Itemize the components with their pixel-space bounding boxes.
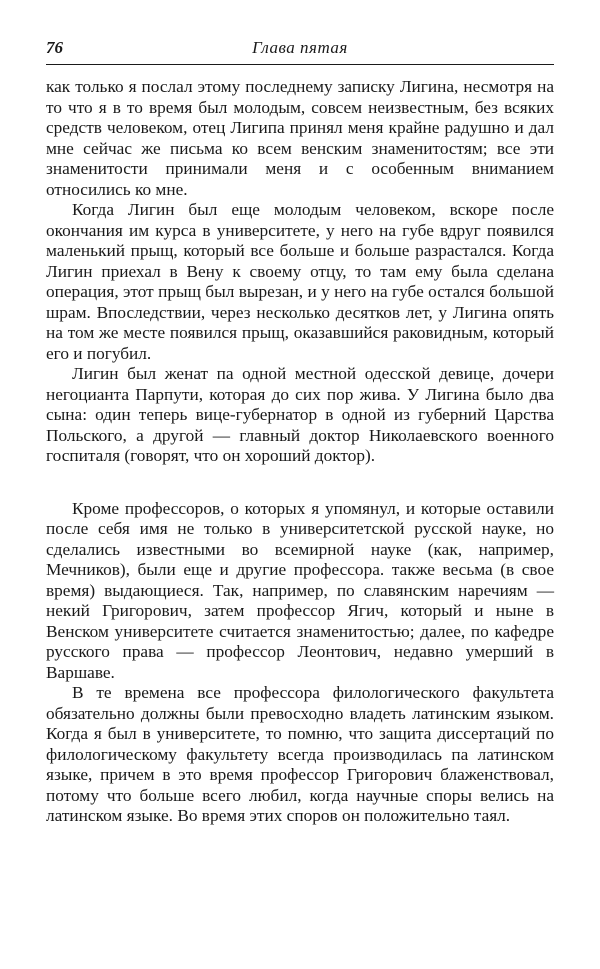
paragraph-latin-language: В те времена все профессора филологического факультета обязательно должны были превосходно владеть латинским языком. Когда я был в университете, то помню, что защита диссертаций по филологическому факультету всегда производилась па латинском языке, причем в это время профессор Григорович блаженствовал, потому что больше всего любил, когда научные споры велись на латинском языке. Во время этих споров он положительно таял. <box>46 683 554 825</box>
paragraph-ligin-family: Лигин был женат па одной местной одесской девице, дочери негоцианта Парпути, которая до сих пор жива. У Лигина было два сына: один теперь вице-губернатор в одной из губерний Царства Польского, а другой — главный доктор Николаевского военного госпиталя (говорят, что он хороший доктор). <box>46 364 554 465</box>
section-gap <box>46 467 554 499</box>
header-rule <box>46 64 554 65</box>
paragraph-ligin-illness: Когда Лигин был еще молодым человеком, вскоре после окончания им курса в университете, у него на губе вдруг появился маленький прыщ, который все больше и больше разрастался. Когда Лигин приехал в Вену к своему отцу, то там ему была сделана операция, этот прыщ был вырезан, и у него на губе остался большой шрам. Впоследствии, через несколько десятков лет, у Лигина опять на том же месте появился прыщ, оказавшийся раковидным, который его и погубил. <box>46 200 554 363</box>
paragraph-continuation: как только я послал этому последнему записку Лигина, несмотря на то что я в то время был молодым, совсем неизвестным, без всяких средств человеком, отец Лигипа принял меня крайне радушно и дал мне сейчас же письма ко всем венским знаменитостям; все эти знаменитости принимали меня и с особенным вниманием относились ко мне. <box>46 77 554 199</box>
body-text <box>46 77 554 827</box>
running-head <box>46 34 554 60</box>
chapter-title: Глава пятая <box>252 38 348 57</box>
paragraph-other-professors: Кроме профессоров, о которых я упомянул, и которые оставили после себя имя не только в университетской русской науке, но сделались известными во всемирной науке (как, например, Мечников), были еще и другие профессора. также весьма (в свое время) выдающиеся. Так, например, по славянским наречиям — некий Григорович, затем профессор Ягич, который и ныне в Венском университете считается знаменитостью; далее, по кафедре русского права — профессор Леонтович, недавно умерший в Варшаве. <box>46 498 554 682</box>
page-number: 76 <box>46 38 63 57</box>
book-page <box>46 34 554 827</box>
